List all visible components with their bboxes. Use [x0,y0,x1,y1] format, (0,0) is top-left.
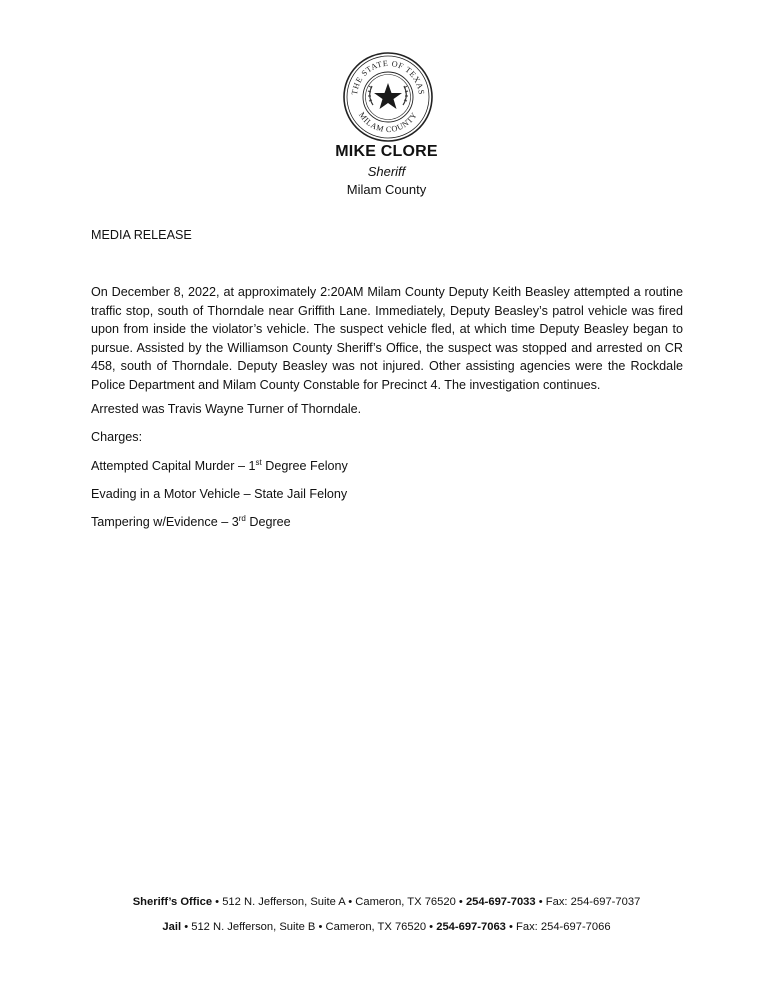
footer-jail-label: Jail [162,921,182,933]
footer-jail: Jail • 512 N. Jefferson, Suite B • Cameron, TX 76520 • 254-697-7063 • Fax: 254-697-7066 [162,921,611,933]
media-release-label: MEDIA RELEASE [91,228,192,242]
footer-sheriffs-office: Sheriff’s Office • 512 N. Jefferson, Suite A • Cameron, TX 76520 • 254-697-7033 • Fax: 254-697-7037 [132,896,641,908]
seal-top-text: THE STATE OF TEXAS [350,58,426,96]
sheriff-title: Sheriff [367,164,406,179]
footer-office-label: Sheriff’s Office [132,896,213,908]
star-icon [368,83,408,109]
charge-item: Attempted Capital Murder – 1st Degree Felony [91,457,348,473]
charges-label: Charges: [91,430,143,444]
county-seal [343,52,433,142]
footer-office-phone: 254-697-7033 [465,896,536,908]
release-paragraph: On December 8, 2022, at approximately 2:20AM Milam County Deputy Keith Beasley attempted a routine traffic stop, south of Thorndale near Griffith Lane. Immediately, Deputy Beasley’s patrol vehicle was fired upon from inside the violator’s vehicle. The suspect vehicle fled, at which time Deputy Beasley began to pursue. Assisted by the Williamson County Sheriff’s Office, the suspect was stopped and arrested on CR 458, south of Thorndale. Deputy Beasley was not injured. Other assisting agencies were the Rockdale Police Department and Milam County Constable for Precinct 4. The investigation continues. [91,285,683,392]
arrested-line: Arrested was Travis Wayne Turner of Thorndale. [91,402,362,416]
county-name: Milam County [346,182,427,197]
footer-jail-phone: 254-697-7063 [436,921,506,933]
charge-item: Evading in a Motor Vehicle – State Jail Felony [91,487,348,501]
seal-bottom-text: MILAM COUNTY [356,110,420,135]
charge-item: Tampering w/Evidence – 3rd Degree [91,513,291,529]
sheriff-name: MIKE CLORE [335,143,438,160]
